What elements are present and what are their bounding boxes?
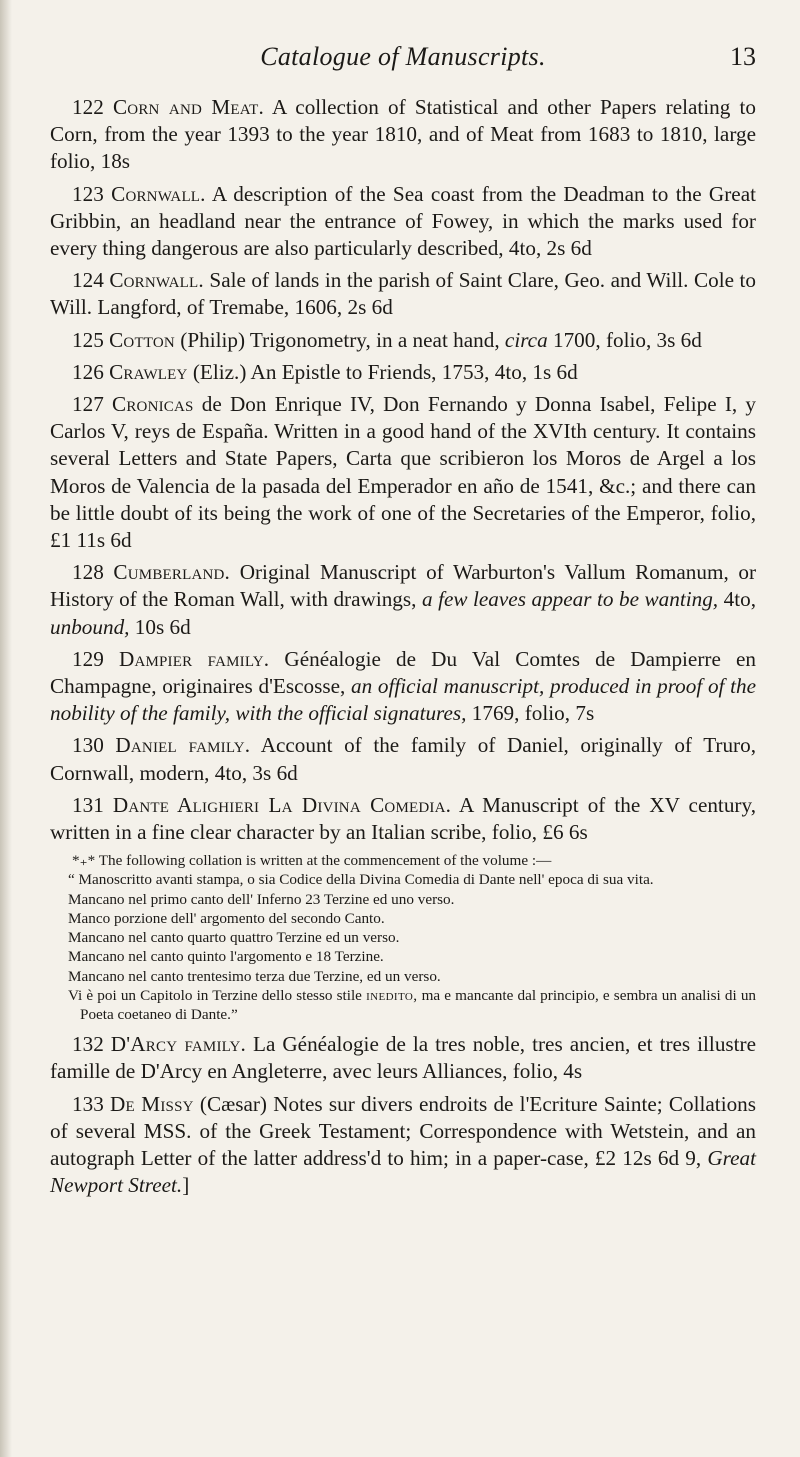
page-title: Catalogue of Manuscripts.	[260, 42, 546, 71]
entry-number: 133	[72, 1091, 104, 1116]
catalogue-entries	[50, 94, 756, 1199]
entry-heading: De Missy	[110, 1091, 194, 1116]
collation-note-intro: *₊* The following collation is written at the commencement of the volume :—	[72, 852, 552, 870]
entry-heading: Cumberland.	[113, 560, 231, 585]
collation-smallcaps: inedito,	[366, 986, 418, 1004]
entry-heading: Cronicas	[112, 392, 194, 417]
catalogue-entry-128	[50, 559, 756, 641]
page-number: 13	[730, 42, 756, 71]
catalogue-entry-123	[50, 181, 756, 263]
entry-italic-text: a few leaves appear to be wanting,	[421, 587, 719, 612]
collation-line: Mancano nel canto quinto l'argomento e 18 Terzine.	[68, 948, 384, 966]
entry-italic-text: an official manuscript, produced in proof of the nobility of the family, with the official signatures,	[50, 674, 757, 726]
catalogue-entry-125	[50, 327, 756, 354]
entry-number: 123	[72, 181, 104, 206]
entry-heading: Crawley	[109, 359, 188, 384]
catalogue-entry-127	[50, 391, 756, 554]
entry-text-end: 1769, folio, 7s	[471, 701, 595, 726]
collation-line: Mancano nel canto quarto quattro Terzine ed un verso.	[68, 929, 400, 947]
entry-number: 130	[72, 733, 104, 758]
collation-line: Mancano nel canto trentesimo terza due Terzine, ed un verso.	[68, 967, 441, 985]
entry-text: A Manuscript of the XV century, written in a fine clear character by an Italian scribe, folio, £6 6s	[50, 792, 756, 845]
running-head	[50, 42, 756, 82]
entry-italic-text: Great Newport Street.	[50, 1145, 757, 1198]
entry-number: 128	[72, 560, 104, 585]
collation-line-last	[50, 986, 756, 1024]
entry-text: (Philip) Trigonometry, in a neat hand,	[180, 327, 500, 352]
catalogue-entry-129	[50, 646, 756, 728]
entry-text: La Généalogie de la tres noble, tres ancien, et tres illustre famille de D'Arcy en Angleterre, avec leurs Alliances, folio, 4s	[50, 1032, 756, 1084]
entry-heading: Cornwall.	[109, 268, 204, 293]
entry-text: Original Manuscript of Warburton's Vallum Romanum, or History of the Roman Wall, with drawings,	[50, 560, 757, 612]
catalogue-entry-126	[50, 359, 756, 386]
collation-line: Manco porzione dell' argomento del secondo Canto.	[68, 909, 385, 927]
catalogue-entry-124	[50, 267, 756, 321]
entry-number: 127	[72, 392, 104, 417]
entry-text-end: 1700, folio, 3s 6d	[552, 327, 702, 352]
entry-heading: Daniel family.	[115, 733, 251, 758]
entry-heading: Cornwall.	[111, 181, 206, 206]
collation-text-end: ma e mancante dal principio, e sembra un analisi di un Poeta coetaneo di Dante.”	[80, 986, 757, 1023]
entry-text: Généalogie de Du Val Comtes de Dampierre en Champagne, originaires d'Escosse,	[50, 646, 757, 699]
entry-italic-text: circa	[504, 327, 548, 352]
catalogue-entry-122	[50, 94, 756, 176]
catalogue-entry-131	[50, 792, 756, 846]
collation-text: Vi è poi un Capitolo in Terzine dello stesso stile	[68, 986, 362, 1004]
entry-number: 124	[72, 268, 104, 293]
collation-note	[50, 851, 756, 1024]
entry-heading: Corn and Meat.	[112, 95, 265, 119]
entry-number: 122	[72, 95, 104, 119]
entry-number: 129	[72, 646, 104, 671]
entry-text: (Cæsar) Notes sur divers endroits de l'Ecriture Sainte; Collations of several MSS. of the Greek Testament; Correspondence with Wetstein, and an autograph Letter of the latter address'd to him; in a paper-case, £2 12s 6d 9,	[50, 1091, 757, 1170]
entry-heading: Dampier family.	[118, 646, 270, 671]
entry-text: Sale of lands in the parish of Saint Clare, Geo. and Will. Cole to Will. Langford, of Tremabe, 1606, 2s 6d	[50, 268, 757, 320]
catalogue-entry-132	[50, 1031, 756, 1085]
entry-heading: Cotton	[109, 327, 175, 352]
entry-text-end: ]	[182, 1173, 190, 1198]
entry-text: de Don Enrique IV, Don Fernando y Donna Isabel, Felipe I, y Carlos V, reys de España. Written in a good hand of the XVIth century. It contains several Letters and State Papers, Carta que scribieron los Moros de Argel a los Moros de Valencia de la pasada del Emperador en año de 1541, &c.; and there can be little doubt of its being the work of one of the Secretaries of the Emperor, folio, £1 11s 6d	[50, 392, 757, 553]
entry-heading: D'Arcy family.	[110, 1032, 247, 1057]
collation-line: Mancano nel primo canto dell' Inferno 23 Terzine ed uno verso.	[68, 890, 455, 908]
catalogue-entry-133	[50, 1091, 756, 1200]
entry-number: 132	[72, 1032, 104, 1057]
catalogue-entry-130	[50, 732, 756, 786]
entry-text-mid: 4to,	[723, 587, 757, 612]
entry-text: A collection of Statistical and other Papers relating to Corn, from the year 1393 to the year 1810, and of Meat from 1683 to 1810, large folio, 18s	[50, 95, 757, 174]
entry-text: A description of the Sea coast from the Deadman to the Great Gribbin, an headland near the entrance of Fowey, in which the marks used for every thing dangerous are also particularly described, 4to, 2s 6d	[50, 181, 756, 261]
entry-text: (Eliz.) An Epistle to Friends, 1753, 4to, 1s 6d	[192, 359, 578, 384]
entry-italic-text-2: unbound,	[50, 614, 130, 639]
entry-number: 131	[72, 792, 104, 817]
entry-text-end: 10s 6d	[134, 614, 191, 639]
entry-heading: Dante Alighieri La Divina Comedia.	[112, 792, 452, 817]
entry-text: Account of the family of Daniel, originally of Truro, Cornwall, modern, 4to, 3s 6d	[50, 733, 756, 785]
entry-number: 125	[72, 327, 104, 352]
collation-line: “ Manoscritto avanti stampa, o sia Codice della Divina Comedia di Dante nell' epoca di sua vita.	[68, 871, 654, 889]
entry-number: 126	[72, 359, 104, 384]
